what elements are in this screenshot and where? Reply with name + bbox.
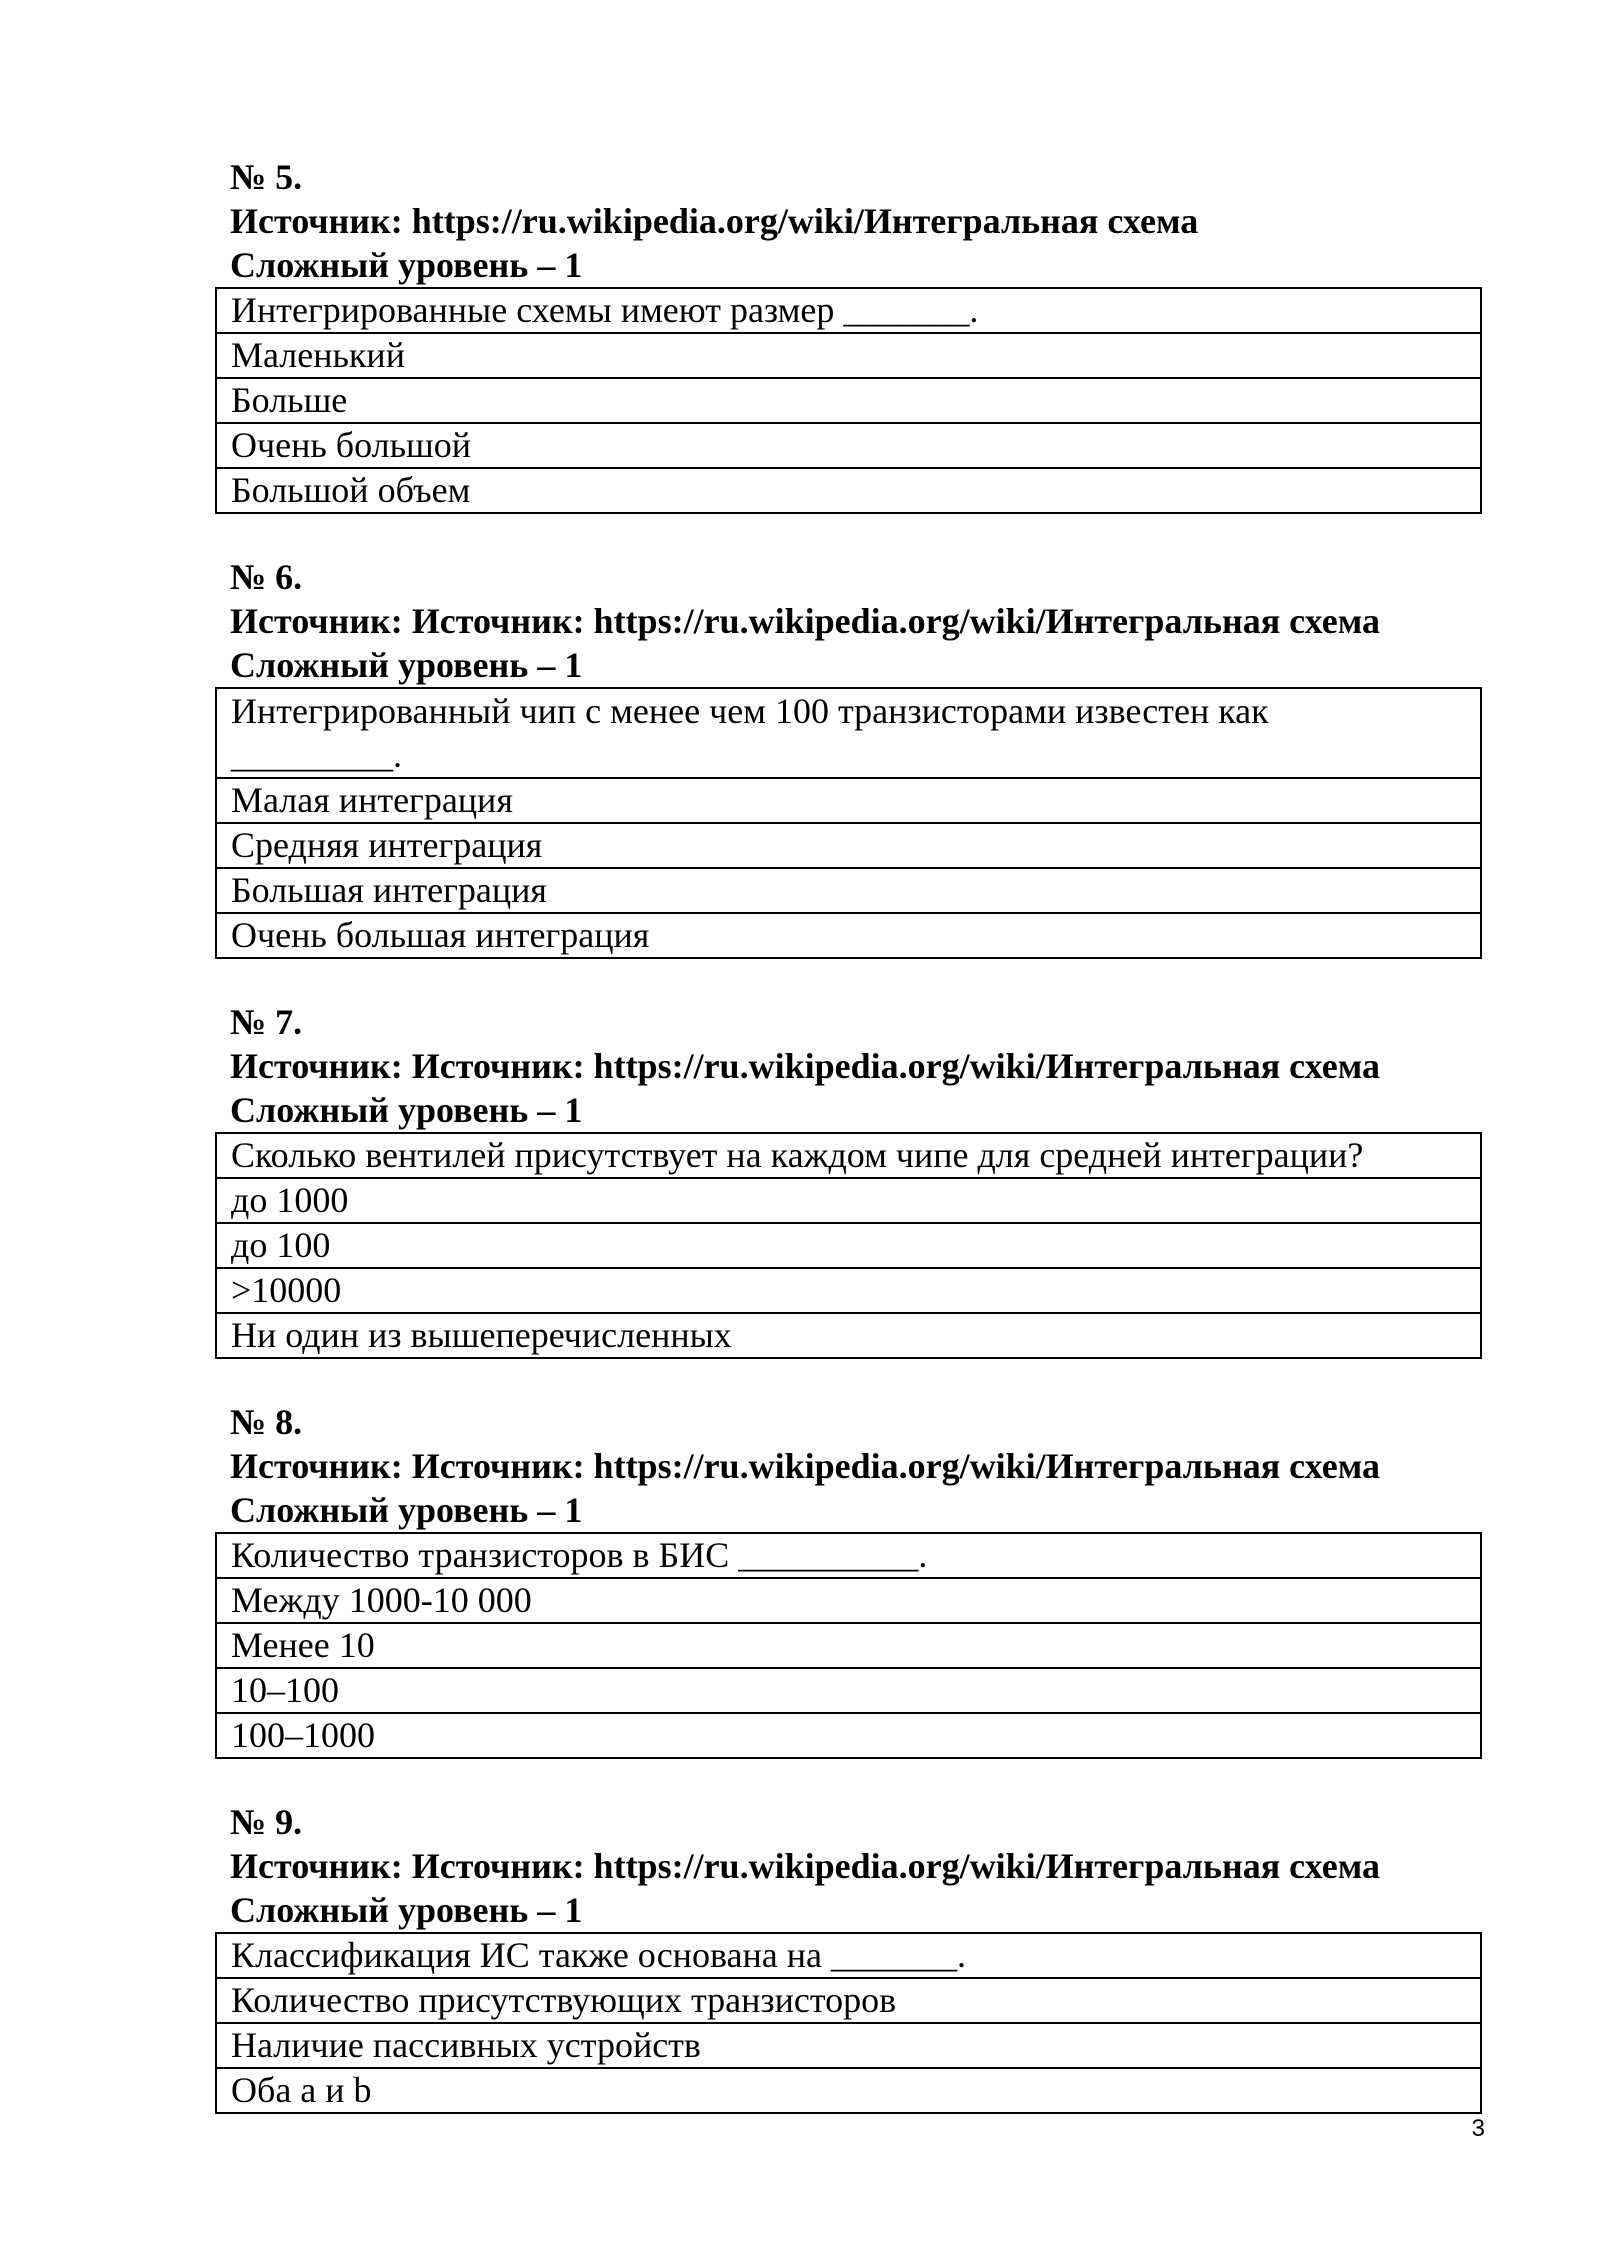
question-block-8 — [0, 1400, 1600, 1759]
question-level: Сложный уровень – 1 — [230, 645, 583, 685]
answer-option: Больше — [216, 378, 1481, 423]
question-block-6 — [0, 555, 1600, 959]
answer-option: Очень большой — [216, 423, 1481, 468]
question-number: № 8. — [230, 1402, 303, 1442]
page-number: 3 — [1471, 2115, 1485, 2142]
answer-option: Малая интеграция — [216, 778, 1481, 823]
question-stem: Интегрированный чип с менее чем 100 транзисторами известен как _________. — [216, 688, 1481, 778]
answer-option: Большая интеграция — [216, 868, 1481, 913]
answer-option: Очень большая интеграция — [216, 913, 1481, 958]
question-number: № 5. — [230, 157, 303, 197]
question-level: Сложный уровень – 1 — [230, 1090, 583, 1130]
question-table — [215, 1932, 1482, 2114]
answer-option: Большой объем — [216, 468, 1481, 513]
answer-option: 10–100 — [216, 1668, 1481, 1713]
answer-option: Маленький — [216, 333, 1481, 378]
answer-option: Ни один из вышеперечисленных — [216, 1313, 1481, 1358]
question-table — [215, 1132, 1482, 1359]
answer-option: Между 1000-10 000 — [216, 1578, 1481, 1623]
question-stem: Сколько вентилей присутствует на каждом чипе для средней интеграции? — [216, 1133, 1481, 1178]
question-table — [215, 687, 1482, 959]
question-level: Сложный уровень – 1 — [230, 245, 583, 285]
question-number: № 7. — [230, 1002, 303, 1042]
answer-option: до 100 — [216, 1223, 1481, 1268]
answer-option: до 1000 — [216, 1178, 1481, 1223]
answer-option: Средняя интеграция — [216, 823, 1481, 868]
answer-option: Менее 10 — [216, 1623, 1481, 1668]
question-table — [215, 1532, 1482, 1759]
question-block-7 — [0, 1000, 1600, 1359]
question-table — [215, 287, 1482, 514]
question-source: Источник: Источник: https://ru.wikipedia.org/wiki/Интегральная схема — [230, 601, 1381, 641]
question-source: Источник: https://ru.wikipedia.org/wiki/Интегральная схема — [230, 201, 1199, 241]
answer-option: Наличие пассивных устройств — [216, 2023, 1481, 2068]
question-stem: Классификация ИС также основана на _______. — [216, 1933, 1481, 1978]
question-stem: Интегрированные схемы имеют размер _______. — [216, 288, 1481, 333]
question-stem: Количество транзисторов в БИС __________. — [216, 1533, 1481, 1578]
answer-option: >10000 — [216, 1268, 1481, 1313]
question-block-5 — [0, 155, 1600, 514]
answer-option: Оба a и b — [216, 2068, 1481, 2113]
question-block-9 — [0, 1800, 1600, 2114]
question-level: Сложный уровень – 1 — [230, 1490, 583, 1530]
answer-option: Количество присутствующих транзисторов — [216, 1978, 1481, 2023]
question-level: Сложный уровень – 1 — [230, 1890, 583, 1930]
question-source: Источник: Источник: https://ru.wikipedia.org/wiki/Интегральная схема — [230, 1846, 1381, 1886]
question-number: № 6. — [230, 557, 303, 597]
question-number: № 9. — [230, 1802, 303, 1842]
question-source: Источник: Источник: https://ru.wikipedia.org/wiki/Интегральная схема — [230, 1446, 1381, 1486]
question-source: Источник: Источник: https://ru.wikipedia.org/wiki/Интегральная схема — [230, 1046, 1381, 1086]
answer-option: 100–1000 — [216, 1713, 1481, 1758]
